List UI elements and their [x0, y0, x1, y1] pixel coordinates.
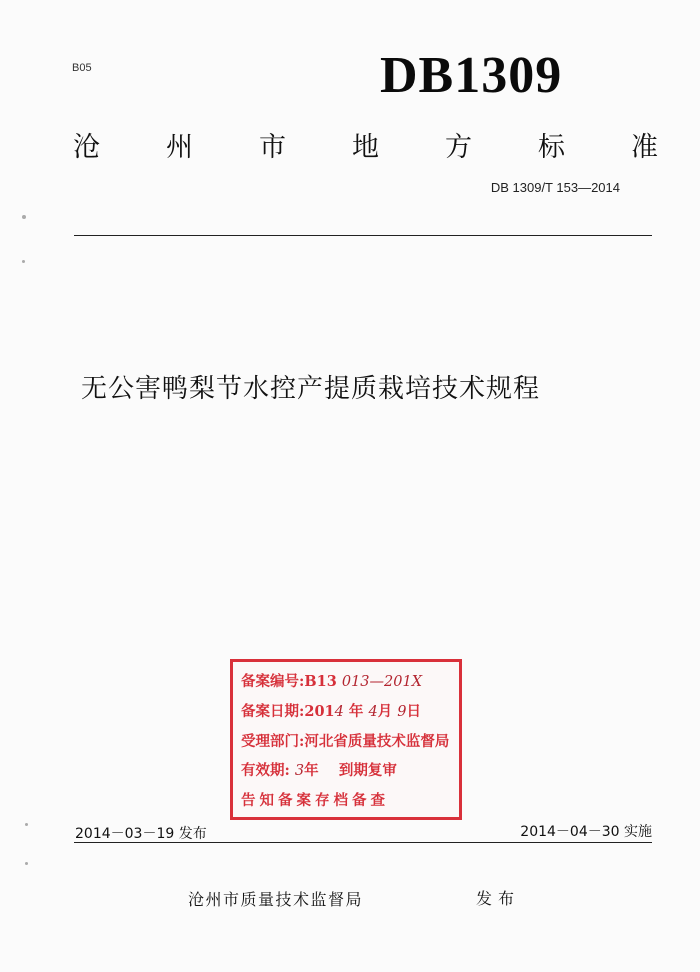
issuing-authority: 沧州市质量技术监督局	[188, 890, 364, 909]
implement-date: 2014－04－30 实施	[520, 824, 652, 840]
stamp-validity-label: 有效期:	[241, 762, 290, 779]
standard-code: DB1309	[380, 47, 563, 104]
stamp-record-date	[241, 697, 451, 727]
standard-type-char: 市	[259, 132, 286, 163]
standard-type-heading	[73, 125, 658, 164]
record-stamp	[230, 659, 462, 820]
publish-date: 2014－03－19 发布	[75, 826, 207, 842]
stamp-validity-handwritten: 3	[294, 763, 305, 779]
standard-type-char: 标	[538, 132, 565, 163]
standard-type-char: 地	[352, 132, 379, 163]
stamp-date-day-char: 日	[406, 703, 422, 720]
stamp-department: 受理部门:河北省质量技术监督局	[241, 733, 450, 750]
header-divider	[74, 235, 652, 236]
document-title: 无公害鸭梨节水控产提质栽培技术规程	[81, 374, 541, 404]
stamp-record-number	[241, 667, 451, 697]
scan-speck	[22, 215, 26, 219]
stamp-date-year-char: 年	[348, 703, 364, 720]
stamp-validity-note: 到期复审	[338, 762, 397, 779]
scan-speck	[25, 823, 28, 826]
footer-divider	[74, 842, 652, 843]
classification-code: B05	[72, 62, 92, 74]
standard-number: DB 1309/T 153—2014	[490, 180, 620, 195]
stamp-validity	[241, 756, 451, 786]
stamp-date-day: 9	[397, 704, 407, 720]
stamp-record-number-handwritten: 013—201X	[341, 674, 423, 690]
standard-type-char: 方	[445, 132, 472, 163]
stamp-date-month-char: 月	[377, 703, 393, 720]
standard-type-char: 州	[166, 132, 193, 163]
scan-speck	[22, 260, 25, 263]
stamp-record-number-label: 备案编号:B13	[241, 673, 337, 690]
standard-type-char: 准	[631, 132, 658, 163]
issue-word: 发布	[476, 889, 521, 908]
stamp-date-year-digit: 4	[334, 704, 344, 720]
stamp-validity-year: 年	[304, 762, 319, 779]
standard-type-char: 沧	[73, 132, 100, 163]
stamp-notice: 告知备案存档备查	[241, 792, 389, 809]
scan-speck	[25, 862, 28, 865]
stamp-date-month: 4	[368, 704, 378, 720]
stamp-record-date-label: 备案日期:201	[241, 703, 335, 720]
